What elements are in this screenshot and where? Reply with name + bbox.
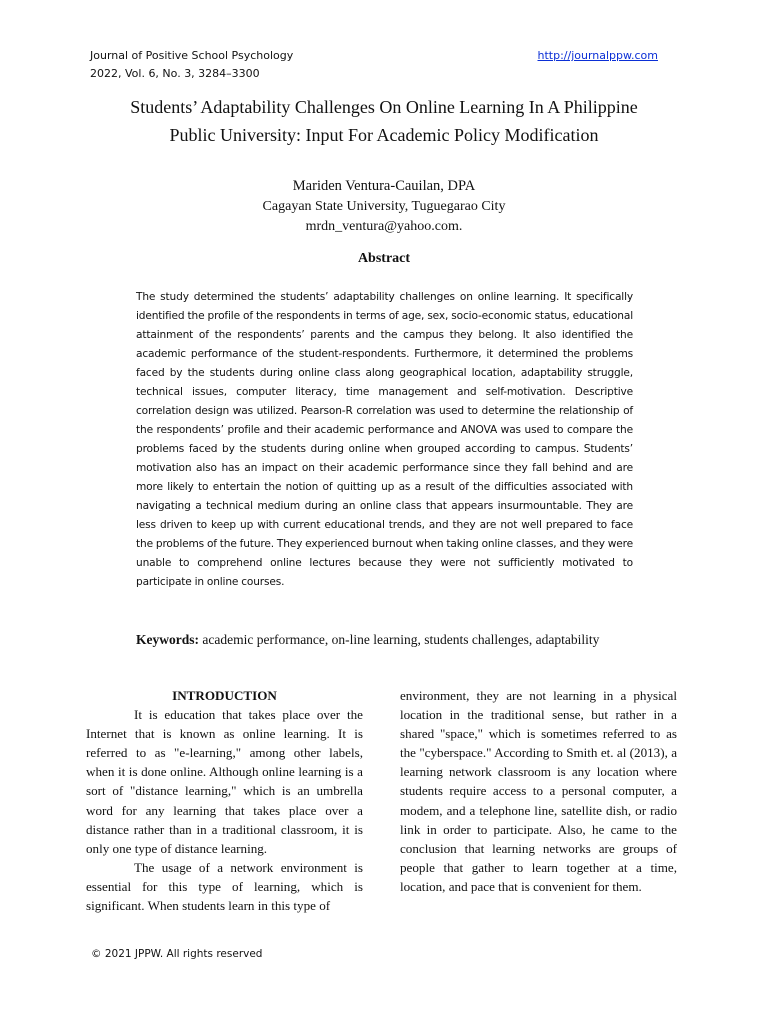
paper-title [60, 93, 708, 149]
journal-url-link[interactable]: http://journalppw.com [537, 49, 658, 62]
author-affiliation: Cagayan State University, Tuguegarao City [262, 199, 506, 214]
journal-citation: 2022, Vol. 6, No. 3, 3284–3300 [90, 67, 260, 80]
introduction-heading: INTRODUCTION [172, 688, 277, 703]
body-column-left [86, 686, 363, 915]
introduction-paragraph-2-continued: environment, they are not learning in a physical location in the traditional sense, but rather in a shared "space," which is sometimes referred to as the "cyberspace." According to Smith et. al (2013), a learning network classroom is any location where students require access to a personal computer, a modem, and a telephone line, satellite dish, or radio link in order to participate. Also, he came to the conclusion that learning networks are groups of people that gather to learn together at a time, location, and pace that is convenient for them. [400, 688, 677, 894]
author-name: Mariden Ventura-Cauilan, DPA [292, 178, 476, 194]
introduction-paragraph-2: The usage of a network environment is essential for this type of learning, which is significant. When students learn in this type of [86, 859, 363, 914]
paper-title-line-2: Public University: Input For Academic Policy Modification [169, 125, 599, 145]
journal-header [90, 47, 293, 83]
abstract-heading: Abstract [357, 251, 411, 266]
paper-title-line-1: Students’ Adaptability Challenges On Online Learning In A Philippine [130, 97, 638, 117]
keywords-label: Keywords: [136, 632, 199, 647]
introduction-paragraph-1: It is education that takes place over the Internet that is known as online learning. It is referred to as "e-learning," among other labels, when it is done online. Although online learning is a sort of "distance learning," which is an umbrella word for any learning that takes place over a distance rather than in a traditional classroom, it is only one type of distance learning. [86, 707, 363, 856]
copyright-footer: © 2021 JPPW. All rights reserved [91, 948, 263, 960]
keywords-line [136, 630, 656, 650]
journal-name: Journal of Positive School Psychology [90, 49, 294, 62]
keywords-text: academic performance, on-line learning, students challenges, adaptability [202, 632, 600, 647]
author-block [60, 175, 708, 237]
abstract-text: The study determined the students’ adaptability challenges on online learning. It specifically identified the profile of the respondents in terms of age, sex, socio-economic status, educational attainment of the respondents’ parents and the campus they belong. It also identified the academic performance of the student-respondents. Furthermore, it determined the problems faced by the students during online class along geographical location, adaptability struggle, technical issues, computer literacy, time management and self-motivation. Descriptive correlation design was utilized. Pearson-R correlation was used to determine the relationship of the respondents’ profile and their academic performance and ANOVA was used to compare the problems faced by the students during online when grouped according to campus. Students’ motivation also has an impact on their academic performance since they fall behind and are more likely to entertain the notion of quitting up as a result of the difficulties associated with navigating a technical medium during an online class that appears insurmountable. They are less driven to keep up with current educational trends, and they are not well prepared to face the problems of the future. They experienced burnout when taking online classes, and they were unable to comprehend online lectures because they were not sufficiently motivated to participate in online courses. [136, 291, 633, 589]
body-column-right [400, 686, 677, 896]
author-email: mrdn_ventura@yahoo.com. [305, 219, 463, 234]
